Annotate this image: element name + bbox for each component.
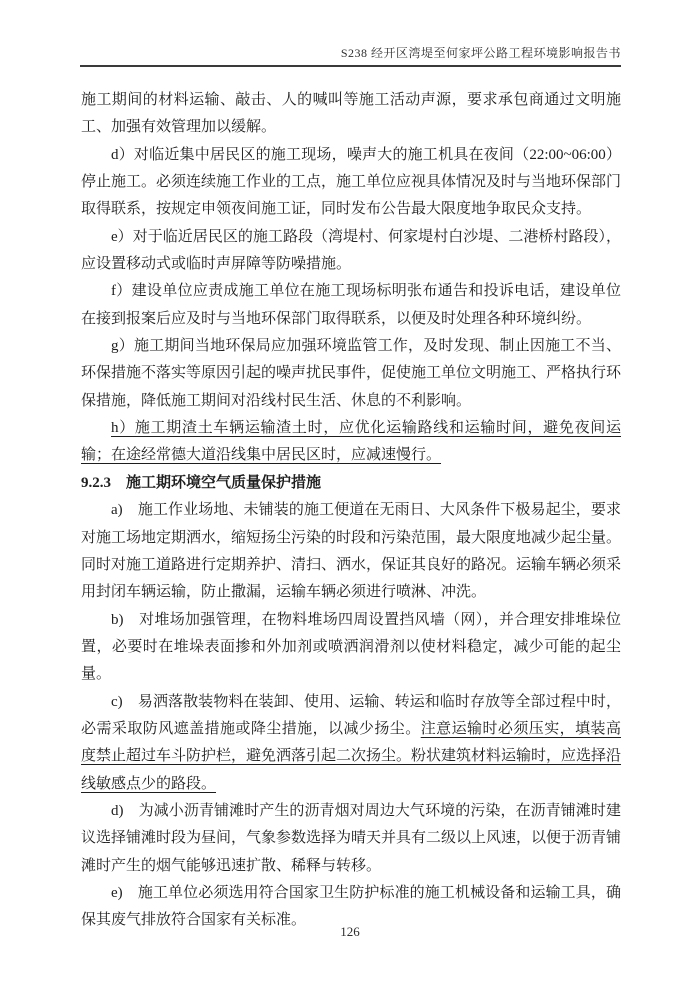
list-item-e: e）对于临近居民区的施工路段（湾堤村、何家堤村白沙堤、二港桥村路段），应设置移动式或临时声屏障等防噪措施。 <box>81 228 621 273</box>
list-item-b2: b) 对堆场加强管理，在物料堆场四周设置挡风墙（网），并合理安排堆垛位置，必要时在堆垛表面掺和外加剂或喷洒润滑剂以使材料稳定，减少可能的起尘量。 <box>81 611 621 683</box>
list-item-c2 <box>81 689 621 798</box>
page-number: 126 <box>340 924 360 939</box>
list-item-d: d）对临近集中居民区的施工现场，噪声大的施工机具在夜间（22:00~06:00）停止施工。必须连续施工作业的工点，施工单位应视具体情况及时与当地环保部门取得联系，按规定申领夜间施工证，同时发布公告最大限度地争取民众支持。 <box>81 146 622 218</box>
list-item-c2-text: c) 易洒落散装物料在装卸、使用、运输、转运和临时存放等全部过程中时，必需采取防风遮盖措施或降尘措施，以减少扬尘。 <box>81 693 621 737</box>
header-title: S238 经开区湾堤至何家坪公路工程环境影响报告书 <box>340 46 621 60</box>
list-item-c2-underlined-text: 注意运输时必须压实，填装高度禁止超过车斗防护栏，避免洒落引起二次扬尘。粉状建筑材料运输时，应选择沿线敏感点少的路段。 <box>81 720 622 792</box>
paragraph-intro: 施工期间的材料运输、敲击、人的喊叫等施工活动声源，要求承包商通过文明施工、加强有效管理加以缓解。 <box>81 92 621 136</box>
page-content <box>81 87 621 935</box>
list-item-d2: d) 为减小沥青铺滩时产生的沥青烟对周边大气环境的污染，在沥青铺滩时建议选择铺滩时段为昼间，气象参数选择为晴天并具有二级以上风速，以便于沥青铺滩时产生的烟气能够迅速扩散、稀释与转移。 <box>81 802 622 874</box>
section-heading: 9.2.3 施工期环境空气质量保护措施 <box>81 474 322 491</box>
page-footer <box>0 924 700 940</box>
page-header <box>80 0 621 67</box>
list-item-g: g）施工期间当地环保局应加强环境监管工作，及时发现、制止因施工不当、环保措施不落实等原因引起的噪声扰民事件，促使施工单位文明施工、严格执行环保措施，降低施工期间对沿线村民生活、休息的不利影响。 <box>81 338 622 409</box>
list-item-f: f）建设单位应责成施工单位在施工现场标明张布通告和投诉电话，建设单位在接到报案后应及时与当地环保部门取得联系，以便及时处理各种环境纠纷。 <box>81 283 621 327</box>
list-item-e2: e) 施工单位必须选用符合国家卫生防护标准的施工机械设备和运输工具，确保其废气排放符合国家有关标准。 <box>81 884 621 929</box>
list-item-h: h）施工期渣土车辆运输渣土时，应优化运输路线和运输时间，避免夜间运输；在途经常德大道沿线集中居民区时，应减速慢行。 <box>81 420 621 464</box>
list-item-a2: a) 施工作业场地、未铺装的施工便道在无雨日、大风条件下极易起尘，要求对施工场地定期洒水，缩短扬尘污染的时段和污染范围，最大限度地减少起尘量。同时对施工道路进行定期养护、清扫、洒水，保证其良好的路况。运输车辆必须采用封闭车辆运输，防止撒漏，运输车辆必须进行喷淋、冲洗。 <box>81 502 622 601</box>
header-rule <box>80 65 621 67</box>
